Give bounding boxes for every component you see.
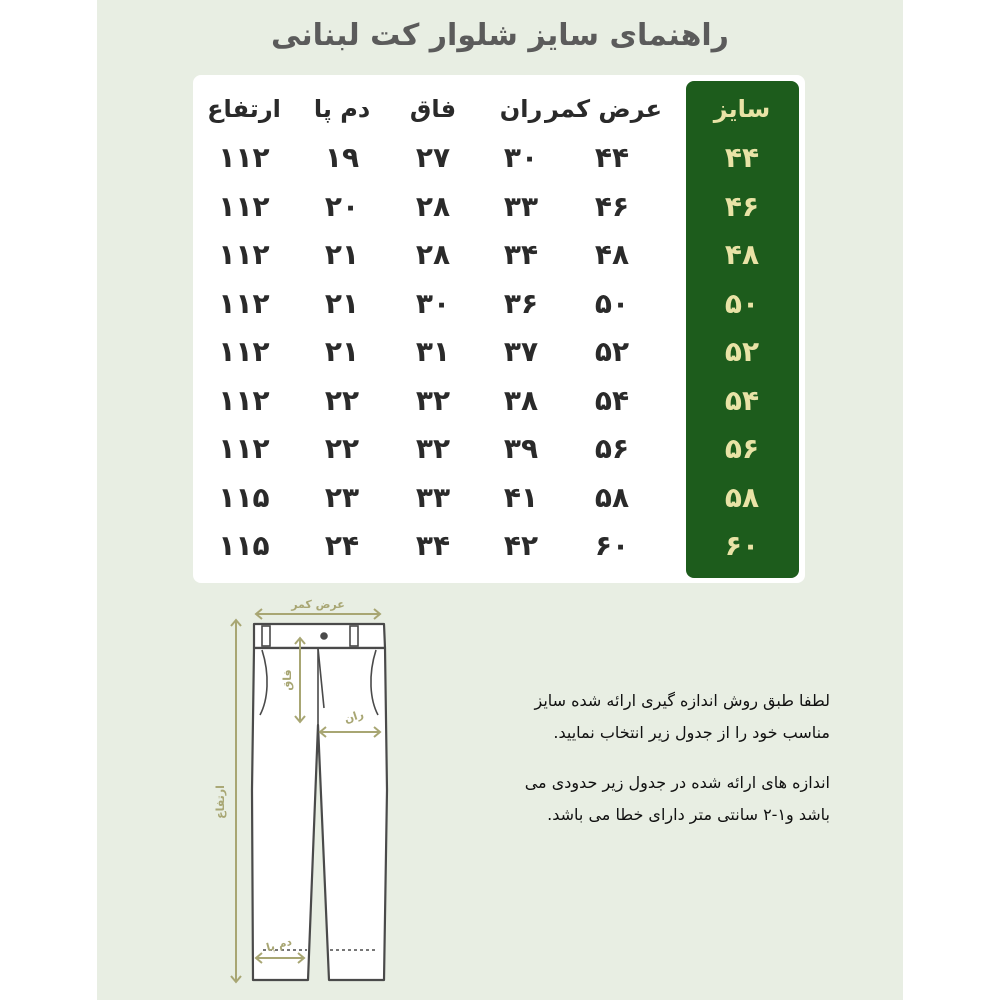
- table-cell-thigh: ۳۷: [503, 335, 539, 368]
- column-header-length: ارتفاع: [207, 95, 281, 123]
- table-cell-rise: ۳۳: [415, 481, 451, 514]
- table-cell-waist: ۴۴: [594, 141, 630, 174]
- rise-label: فاق: [281, 669, 294, 691]
- table-cell-size: ۴۴: [724, 141, 760, 174]
- table-cell-hem: ۲۱: [324, 238, 360, 271]
- table-cell-size: ۵۴: [724, 384, 760, 417]
- column-header-hem: دم پا: [313, 95, 371, 123]
- table-cell-rise: ۳۲: [415, 432, 451, 465]
- table-cell-size: ۵۶: [724, 432, 760, 465]
- table-cell-waist: ۶۰: [594, 529, 630, 562]
- table-cell-waist: ۵۰: [594, 287, 630, 320]
- table-cell-rise: ۳۲: [415, 384, 451, 417]
- table-cell-length: ۱۱۲: [218, 287, 270, 320]
- table-cell-hem: ۲۱: [324, 287, 360, 320]
- note-1-line-1: لطفا طبق روش اندازه گیری ارائه شده سایز: [534, 691, 830, 710]
- table-cell-size: ۵۲: [724, 335, 760, 368]
- table-cell-waist: ۵۴: [594, 384, 630, 417]
- table-cell-length: ۱۱۵: [218, 529, 270, 562]
- table-cell-rise: ۳۱: [415, 335, 451, 368]
- thigh-label: ران: [342, 707, 366, 726]
- table-cell-rise: ۳۴: [415, 529, 451, 562]
- waist-label: عرض کمر: [291, 598, 345, 611]
- table-cell-thigh: ۳۰: [503, 141, 539, 174]
- table-cell-size: ۴۸: [724, 238, 760, 271]
- table-cell-thigh: ۳۴: [503, 238, 539, 271]
- column-header-rise: فاق: [409, 95, 457, 123]
- note-1-line-2: مناسب خود را از جدول زیر انتخاب نمایید.: [553, 723, 830, 742]
- hem-label: دم پا: [264, 935, 294, 955]
- table-cell-length: ۱۱۲: [218, 335, 270, 368]
- table-cell-length: ۱۱۲: [218, 141, 270, 174]
- table-cell-rise: ۳۰: [415, 287, 451, 320]
- table-cell-hem: ۲۳: [324, 481, 360, 514]
- table-cell-size: ۴۶: [724, 190, 760, 223]
- table-cell-thigh: ۳۶: [503, 287, 539, 320]
- table-cell-waist: ۵۲: [594, 335, 630, 368]
- table-cell-hem: ۲۱: [324, 335, 360, 368]
- length-label: ارتفاع: [214, 785, 227, 819]
- table-cell-length: ۱۱۲: [218, 238, 270, 271]
- note-2-line-1: اندازه های ارائه شده در جدول زیر حدودی می: [524, 773, 830, 792]
- column-header-size: سایز: [713, 95, 771, 123]
- table-cell-thigh: ۳۸: [503, 384, 539, 417]
- table-cell-waist: ۵۶: [594, 432, 630, 465]
- table-cell-hem: ۲۲: [324, 384, 360, 417]
- table-cell-hem: ۲۰: [324, 190, 360, 223]
- table-cell-size: ۶۰: [724, 529, 760, 562]
- table-cell-hem: ۲۲: [324, 432, 360, 465]
- table-cell-size: ۵۰: [724, 287, 760, 320]
- table-cell-waist: ۴۸: [594, 238, 630, 271]
- table-cell-hem: ۲۴: [324, 529, 360, 562]
- table-cell-length: ۱۱۵: [218, 481, 270, 514]
- pants-measurement-diagram: [190, 590, 420, 990]
- column-header-thigh: ران: [499, 95, 543, 123]
- table-cell-waist: ۴۶: [594, 190, 630, 223]
- table-cell-length: ۱۱۲: [218, 432, 270, 465]
- table-cell-thigh: ۴۲: [503, 529, 539, 562]
- table-cell-size: ۵۸: [724, 481, 760, 514]
- table-cell-rise: ۲۷: [415, 141, 451, 174]
- table-cell-thigh: ۳۹: [503, 432, 539, 465]
- column-header-waist: عرض کمر: [545, 95, 662, 123]
- table-cell-length: ۱۱۲: [218, 190, 270, 223]
- table-cell-hem: ۱۹: [324, 141, 360, 174]
- pants-outline: [252, 624, 387, 980]
- table-cell-rise: ۲۸: [415, 190, 451, 223]
- table-cell-waist: ۵۸: [594, 481, 630, 514]
- table-cell-length: ۱۱۲: [218, 384, 270, 417]
- page-title: راهنمای سایز شلوار کت لبنانی: [271, 18, 729, 53]
- table-cell-rise: ۲۸: [415, 238, 451, 271]
- note-2-line-2: باشد و۱-۲ سانتی متر دارای خطا می باشد.: [547, 805, 830, 824]
- table-cell-thigh: ۴۱: [503, 481, 539, 514]
- table-cell-thigh: ۳۳: [503, 190, 539, 223]
